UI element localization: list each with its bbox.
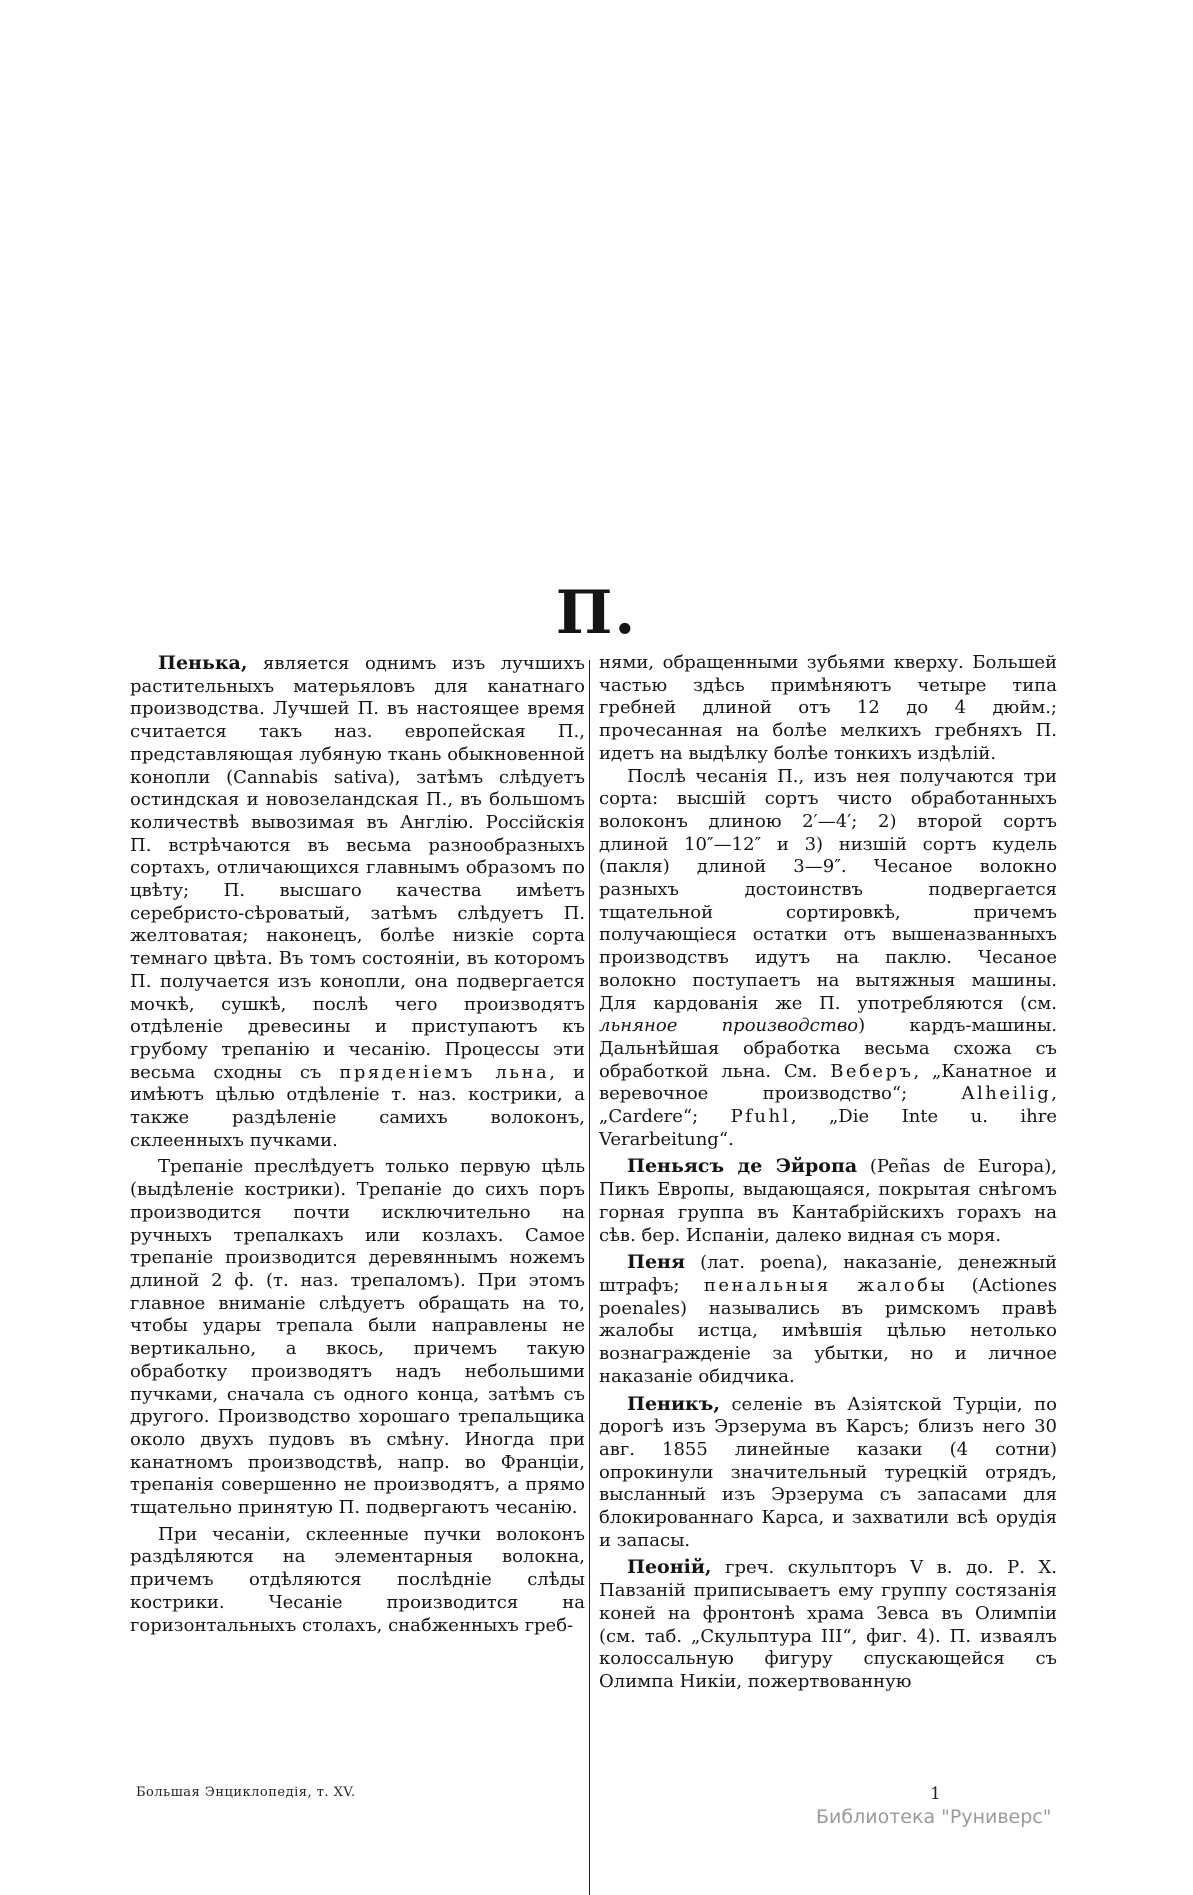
entry-penik-text: селеніе въ Азіятской Турціи, по дорогѣ изъ Эрзерума въ Карсъ; близъ него 30 авг. 1855 линейные казаки (4 сотни) опрокинули значительный турецкій отрядъ, высланный изъ Эрзерума съ запасами для блокированнаго Карса, и захватили всѣ орудія и запасы.: [599, 1393, 1057, 1551]
library-watermark: Библиотека "Руниверс": [816, 1806, 1052, 1828]
paragraph-sorts-italic: льняное производство: [599, 1015, 859, 1037]
reference-author-1: Веберъ: [830, 1060, 914, 1082]
paragraph-chesanie: При чесаніи, склеенные пучки волоконъ раздѣляются на элементарныя волокна, причемъ отдѣляются послѣдніе слѣды кострики. Чесаніе производится на горизонтальныхъ столахъ, снабженныхъ греб-: [130, 1523, 585, 1636]
entry-penya: [599, 1251, 1057, 1388]
headword-penya: Пеня: [627, 1251, 685, 1274]
paragraph-sorts-text-3: , „Канатное и веревочное производство“;: [599, 1060, 1057, 1105]
entry-peoniy-text: греч. скульпторъ V в. до. Р. Х. Павзаній приписываетъ ему группу состязанія коней на фронтонѣ храма Зевса въ Олимпіи (см. таб. „Скульптура III“, фиг. 4). П. изваялъ колоссальную фигуру спускающейся съ Олимпа Никіи, пожертвованную: [599, 1557, 1057, 1692]
reference-author-2: Alheilig: [961, 1083, 1052, 1105]
paragraph-continued: нями, обращенными зубьями кверху. Большей частью здѣсь примѣняютъ четыре типа гребней длиной отъ 12 до 4 дюйм.; прочесанная на болѣе мелкихъ гребняхъ П. идетъ на выдѣлку болѣе тонкихъ издѣлій.: [599, 652, 1057, 764]
column-divider: [589, 660, 590, 1895]
entry-penka-text-2: , и имѣютъ цѣлью отдѣленіе т. наз. кострики, а также раздѣленіе самихъ волоконъ, склеенныхъ пучками.: [130, 1061, 585, 1151]
entry-penik: [599, 1393, 1057, 1553]
paragraph-sorts-text-5: , „Die Inte u. ihre Verarbeitung“.: [599, 1106, 1057, 1150]
section-letter-heading: П.: [555, 578, 638, 648]
entry-penyas: [599, 1155, 1057, 1247]
entry-penyas-text: (Peñas de Europa), Пикъ Европы, выдающаяся, покрытая снѣгомъ горная группа въ Кантабрійскихъ горахъ на сѣв. бер. Испаніи, далеко видная съ моря.: [599, 1156, 1057, 1246]
paragraph-sorts-text: Послѣ чесанія П., изъ нея получаются три сорта: высшій сортъ чисто обработанныхъ волоконъ длиною 2′—4′; 2) второй сортъ длиной 10″—12″ и 3) низшій сортъ кудель (пакля) длиной 3—9″. Чесаное волокно разныхъ достоинствъ подвергается тщательной сортировкѣ, причемъ получающіеся остатки отъ вышеназванныхъ производствъ идутъ на паклю. Чесаное волокно поступаетъ на вытяжныя машины. Для кардованія же П. употребляются (см.: [599, 765, 1057, 1014]
entry-penka-spaced: пряденіемъ льна: [339, 1061, 550, 1083]
footer-source: Большая Энциклопедія, т. XV.: [136, 1785, 356, 1800]
headword-penka: Пенька,: [158, 652, 248, 674]
entry-penka: [130, 652, 585, 1152]
paragraph-sorts: [599, 766, 1057, 1152]
headword-penik: Пеникъ,: [627, 1392, 720, 1415]
paragraph-sorts-text-2: ) кардъ-машины. Дальнѣйшая обработка весьма схожа съ обработкой льна. См.: [599, 1015, 1057, 1082]
entry-penya-text-2: (Actiones poenales) назывались въ римскомъ правѣ жалобы истца, имѣвшія цѣлью нетолько вознагражденіе за убытки, но и личное наказаніе обидчика.: [599, 1274, 1057, 1387]
paragraph-trepanie: Трепаніе преслѣдуетъ только первую цѣль (выдѣленіе кострики). Трепаніе до сихъ поръ производится почти исключительно на ручныхъ трепалкахъ или козлахъ. Самое трепаніе производится деревяннымъ ножемъ длиной 2 ф. (т. наз. трепаломъ). При этомъ главное вниманіе слѣдуетъ обращать на то, чтобы удары трепала были направлены не вертикально, а вкось, причемъ такую обработку производятъ надъ небольшими пучками, сначала съ одного конца, затѣмъ съ другого. Производство хорошаго трепальщика около двухъ пудовъ въ смѣну. Иногда при канатномъ производствѣ, напр. во Франціи, трепанія совершенно не производятъ, а прямо тщательно принятую П. подвергаютъ чесанію.: [130, 1156, 585, 1519]
entry-penya-spaced: пенальныя жалобы: [703, 1274, 948, 1296]
headword-peoniy: Пеоній,: [627, 1556, 712, 1579]
page-number: 1: [930, 1784, 941, 1804]
right-column: [599, 652, 1057, 1694]
reference-author-3: Pfuhl: [730, 1106, 791, 1128]
entry-peoniy: [599, 1556, 1057, 1693]
headword-penyas: Пеньясъ де Эйропа: [627, 1155, 858, 1178]
entry-penya-text: (лат. poena), наказаніе, денежный штрафъ;: [599, 1252, 1057, 1296]
paragraph-sorts-text-4: , „Cardere“;: [599, 1083, 1057, 1128]
entry-penka-text: является однимъ изъ лучшихъ растительныхъ матерьяловъ для канатнаго производства. Лучшей П. въ настоящее время считается такъ наз. европейская П., представляющая лубяную ткань обыкновенной конопли (Cannabis sativa), затѣмъ слѣдуетъ остиндская и новозеландская П., въ большомъ количествѣ вывозимая въ Англію. Россійскія П. встрѣчаются въ весьма разнообразныхъ сортахъ, отличающихся главнымъ образомъ по цвѣту; П. высшаго качества имѣетъ серебристо-сѣроватый, затѣмъ слѣдуетъ П. желтоватая; наконецъ, болѣе низкіе сорта темнаго цвѣта. Въ томъ состояніи, въ которомъ П. получается изъ конопли, она подвергается мочкѣ, сушкѣ, послѣ чего производятъ отдѣленіе древесины и приступаютъ къ грубому трепанію и чесанію. Процессы эти весьма сходны съ: [130, 653, 585, 1083]
left-column: [130, 652, 585, 1637]
